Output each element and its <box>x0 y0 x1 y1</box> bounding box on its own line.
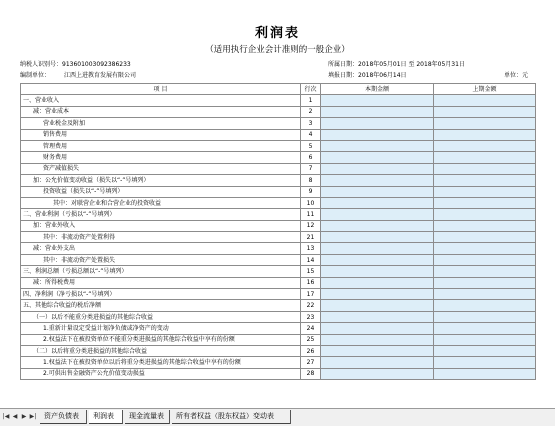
row-line-cell[interactable]: 12 <box>301 220 321 231</box>
row-line-cell[interactable]: 23 <box>301 311 321 322</box>
row-line-cell[interactable]: 7 <box>301 163 321 174</box>
current-amount-cell[interactable] <box>321 106 434 117</box>
row-item-cell[interactable]: 财务费用 <box>21 152 301 163</box>
prior-amount-cell[interactable] <box>434 300 536 311</box>
row-line-cell[interactable]: 10 <box>301 197 321 208</box>
current-amount-cell[interactable] <box>321 175 434 186</box>
prior-amount-cell[interactable] <box>434 334 536 345</box>
row-item-cell[interactable]: 2.权益法下在被投资单位不能重分类进损益的其他综合收益中享有的份额 <box>21 334 301 345</box>
row-line-cell[interactable]: 26 <box>301 345 321 356</box>
header-item[interactable]: 项 目 <box>21 84 301 95</box>
sheet-tab[interactable]: 所有者权益（股东权益）变动表 <box>172 410 290 424</box>
table-row <box>21 232 536 243</box>
current-amount-cell[interactable] <box>321 220 434 231</box>
taxpayer-id-row <box>20 61 131 68</box>
prior-amount-cell[interactable] <box>434 186 536 197</box>
prior-amount-cell[interactable] <box>434 357 536 368</box>
prior-amount-cell[interactable] <box>434 277 536 288</box>
table-row <box>21 106 536 117</box>
report-title: 利润表 <box>254 26 300 41</box>
row-line-cell[interactable]: 5 <box>301 140 321 151</box>
table-row <box>21 186 536 197</box>
row-item-cell[interactable]: 2.可供出售金融资产公允价值变动损益 <box>21 368 301 379</box>
row-line-cell[interactable]: 17 <box>301 289 321 300</box>
table-row <box>21 300 536 311</box>
table-row <box>21 129 536 140</box>
row-item-cell[interactable]: 一、营业收入 <box>21 95 301 106</box>
next-sheet-button[interactable]: ▶ <box>21 413 27 420</box>
prior-amount-cell[interactable] <box>434 140 536 151</box>
header-line[interactable]: 行次 <box>301 84 321 95</box>
sheet-tab[interactable]: 利润表 <box>89 410 122 424</box>
table-row <box>21 254 536 265</box>
current-amount-cell[interactable] <box>321 368 434 379</box>
row-line-cell[interactable]: 9 <box>301 186 321 197</box>
taxpayer-id-label: 纳税人识别号： <box>20 61 63 68</box>
row-item-cell[interactable]: 减：所得税费用 <box>21 277 301 288</box>
tab-divider <box>122 410 123 424</box>
current-amount-cell[interactable] <box>321 300 434 311</box>
table-row <box>21 243 536 254</box>
table-row <box>21 140 536 151</box>
first-sheet-button[interactable]: |◀ <box>2 413 10 420</box>
sheet-tab[interactable]: 资产负债表 <box>40 410 86 424</box>
report-subtitle: （适用执行企业会计准则的一般企业） <box>205 45 350 55</box>
row-item-cell[interactable]: 五、其他综合收益的税后净额 <box>21 300 301 311</box>
prior-amount-cell[interactable] <box>434 197 536 208</box>
row-item-cell[interactable]: 减：营业成本 <box>21 106 301 117</box>
sheet-tab-bar <box>0 408 555 426</box>
company-row <box>20 72 136 79</box>
row-item-cell[interactable]: 加：营业外收入 <box>21 220 301 231</box>
fill-date-value: 2018年06月14日 <box>358 72 407 79</box>
row-item-cell[interactable]: 加：公允价值变动收益（损失以“-”号填列） <box>21 175 301 186</box>
table-row <box>21 345 536 356</box>
sheet-tab[interactable]: 现金流量表 <box>125 410 169 424</box>
current-amount-cell[interactable] <box>321 140 434 151</box>
row-item-cell[interactable]: 1.重新计量设定受益计划净负债或净资产的变动 <box>21 323 301 334</box>
current-amount-cell[interactable] <box>321 118 434 129</box>
row-item-cell[interactable]: 营业税金及附加 <box>21 118 301 129</box>
prior-amount-cell[interactable] <box>434 323 536 334</box>
period-label: 所属日期： <box>328 61 359 68</box>
prev-sheet-button[interactable]: ◀ <box>12 413 18 420</box>
table-row <box>21 95 536 106</box>
current-amount-cell[interactable] <box>321 254 434 265</box>
current-amount-cell[interactable] <box>321 357 434 368</box>
current-amount-cell[interactable] <box>321 152 434 163</box>
table-row <box>21 277 536 288</box>
header-current[interactable]: 本期金额 <box>321 84 434 95</box>
current-amount-cell[interactable] <box>321 311 434 322</box>
row-item-cell[interactable]: 其中：对联营企业和合营企业的投资收益 <box>21 197 301 208</box>
income-statement-table <box>20 83 536 380</box>
table-row <box>21 334 536 345</box>
period-value: 2018年05月01日 至 2018年05月31日 <box>358 61 465 68</box>
row-item-cell[interactable]: （一）以后不能重分类进损益的其他综合收益 <box>21 311 301 322</box>
last-sheet-button[interactable]: ▶| <box>29 413 37 420</box>
period-row <box>328 61 465 68</box>
row-line-cell[interactable]: 8 <box>301 175 321 186</box>
row-line-cell[interactable]: 21 <box>301 232 321 243</box>
tab-divider <box>169 410 170 424</box>
tab-divider <box>290 410 291 424</box>
row-item-cell[interactable]: 减：营业外支出 <box>21 243 301 254</box>
table-row <box>21 368 536 379</box>
table-row <box>21 209 536 220</box>
row-line-cell[interactable]: 25 <box>301 334 321 345</box>
row-line-cell[interactable]: 13 <box>301 243 321 254</box>
row-item-cell[interactable]: 管理费用 <box>21 140 301 151</box>
header-prior[interactable]: 上期金额 <box>434 84 536 95</box>
prior-amount-cell[interactable] <box>434 209 536 220</box>
prior-amount-cell[interactable] <box>434 368 536 379</box>
prior-amount-cell[interactable] <box>434 95 536 106</box>
prior-amount-cell[interactable] <box>434 311 536 322</box>
current-amount-cell[interactable] <box>321 266 434 277</box>
table-row <box>21 357 536 368</box>
row-item-cell[interactable]: 三、利润总额（亏损总额以“-”号填列） <box>21 266 301 277</box>
row-item-cell[interactable]: 四、净利润（净亏损以“-”号填列） <box>21 289 301 300</box>
current-amount-cell[interactable] <box>321 289 434 300</box>
company-label: 编制单位： <box>20 72 51 79</box>
prior-amount-cell[interactable] <box>434 266 536 277</box>
row-line-cell[interactable]: 11 <box>301 209 321 220</box>
table-row <box>21 152 536 163</box>
taxpayer-id-value: 913601003092386233 <box>62 61 131 68</box>
fill-date-label: 填报日期： <box>328 72 359 79</box>
prior-amount-cell[interactable] <box>434 254 536 265</box>
row-item-cell[interactable]: 二、营业利润（亏损以“-”号填列） <box>21 209 301 220</box>
tab-divider <box>86 410 87 424</box>
current-amount-cell[interactable] <box>321 163 434 174</box>
current-amount-cell[interactable] <box>321 186 434 197</box>
table-row <box>21 118 536 129</box>
prior-amount-cell[interactable] <box>434 152 536 163</box>
table-row <box>21 220 536 231</box>
unit-label: 单位：元 <box>504 72 529 79</box>
row-line-cell[interactable]: 2 <box>301 106 321 117</box>
current-amount-cell[interactable] <box>321 232 434 243</box>
row-item-cell[interactable]: 投资收益（损失以“-”号填列） <box>21 186 301 197</box>
current-amount-cell[interactable] <box>321 323 434 334</box>
prior-amount-cell[interactable] <box>434 106 536 117</box>
row-line-cell[interactable]: 4 <box>301 129 321 140</box>
current-amount-cell[interactable] <box>321 95 434 106</box>
prior-amount-cell[interactable] <box>434 129 536 140</box>
fill-date-row <box>328 72 407 79</box>
current-amount-cell[interactable] <box>321 334 434 345</box>
current-amount-cell[interactable] <box>321 243 434 254</box>
current-amount-cell[interactable] <box>321 345 434 356</box>
table-row <box>21 311 536 322</box>
row-line-cell[interactable]: 1 <box>301 95 321 106</box>
row-item-cell[interactable]: 其中：非流动资产处置损失 <box>21 254 301 265</box>
company-name: 江西上进教育发展有限公司 <box>64 72 137 79</box>
row-item-cell[interactable]: （二）以后将重分类进损益的其他综合收益 <box>21 345 301 356</box>
row-line-cell[interactable]: 16 <box>301 277 321 288</box>
table-row <box>21 266 536 277</box>
current-amount-cell[interactable] <box>321 277 434 288</box>
row-item-cell[interactable]: 资产减值损失 <box>21 163 301 174</box>
table-row <box>21 163 536 174</box>
current-amount-cell[interactable] <box>321 197 434 208</box>
prior-amount-cell[interactable] <box>434 118 536 129</box>
row-line-cell[interactable]: 24 <box>301 323 321 334</box>
prior-amount-cell[interactable] <box>434 163 536 174</box>
prior-amount-cell[interactable] <box>434 289 536 300</box>
row-line-cell[interactable]: 27 <box>301 357 321 368</box>
row-line-cell[interactable]: 15 <box>301 266 321 277</box>
table-row <box>21 289 536 300</box>
row-line-cell[interactable]: 28 <box>301 368 321 379</box>
table-header-row <box>21 84 536 95</box>
prior-amount-cell[interactable] <box>434 232 536 243</box>
row-line-cell[interactable]: 3 <box>301 118 321 129</box>
current-amount-cell[interactable] <box>321 129 434 140</box>
prior-amount-cell[interactable] <box>434 345 536 356</box>
row-item-cell[interactable]: 其中：非流动资产处置利得 <box>21 232 301 243</box>
table-row <box>21 323 536 334</box>
row-line-cell[interactable]: 14 <box>301 254 321 265</box>
row-line-cell[interactable]: 6 <box>301 152 321 163</box>
prior-amount-cell[interactable] <box>434 220 536 231</box>
table-row <box>21 197 536 208</box>
row-item-cell[interactable]: 销售费用 <box>21 129 301 140</box>
row-item-cell[interactable]: 1.权益法下在被投资单位以后将重分类进损益的其他综合收益中享有的份额 <box>21 357 301 368</box>
prior-amount-cell[interactable] <box>434 175 536 186</box>
row-line-cell[interactable]: 22 <box>301 300 321 311</box>
prior-amount-cell[interactable] <box>434 243 536 254</box>
table-row <box>21 175 536 186</box>
current-amount-cell[interactable] <box>321 209 434 220</box>
